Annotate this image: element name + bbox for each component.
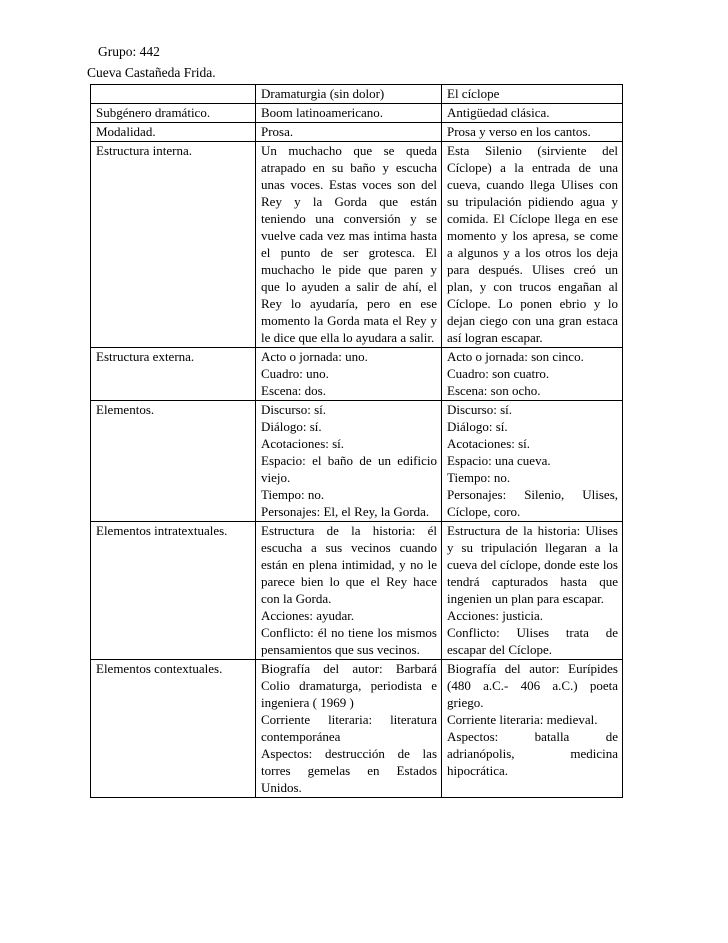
cell-line: Espacio: una cueva. — [447, 453, 551, 468]
cell-line: Esta Silenio (sirviente del Cíclope) a la entrada de una cueva, cuando llega Ulises con su tripulación pidiendo agua y comida. El Cíclope llega en ese momento y los apresa, se come a algunos y a los otros los deja para después. Ulises creó un plan, y con trucos engañan al Cíclope. Lo ponen ebrio y lo dejan ciego con una gran estaca así logran escapar. — [447, 143, 618, 345]
comparison-table — [90, 84, 623, 798]
row-label: Elementos. — [91, 401, 256, 522]
cell-line: Escena: son ocho. — [447, 383, 541, 398]
row-label: Subgénero dramático. — [91, 104, 256, 123]
table-row — [91, 401, 623, 522]
cell-line: Discurso: sí. — [447, 402, 512, 417]
row-label: Elementos contextuales. — [91, 660, 256, 798]
cell-line: Tiempo: no. — [261, 487, 325, 502]
cell-dramaturgia — [256, 401, 442, 522]
cell-line: Cuadro: son cuatro. — [447, 366, 550, 381]
cell-line: Personajes: Silenio, Ulises, Cíclope, coro. — [447, 487, 618, 519]
table-row — [91, 123, 623, 142]
cell-line: Discurso: sí. — [261, 402, 326, 417]
header-cell-empty — [91, 85, 256, 104]
cell-dramaturgia — [256, 104, 442, 123]
cell-line: Boom latinoamericano. — [261, 105, 384, 120]
table-row — [91, 660, 623, 798]
cell-dramaturgia — [256, 123, 442, 142]
cell-line: Estructura de la historia: Ulises y su tripulación llegaran a la cueva del cíclope, donde este los tendrá capturados hasta que ingenien un plan para escapar. — [447, 523, 618, 606]
cell-line: Estructura de la historia: él escucha a sus vecinos cuando están en plena intimidad, y no le parece bien lo que el Rey hace con la Gorda. — [261, 523, 437, 606]
cell-line: Tiempo: no. — [447, 470, 511, 485]
cell-line: Acto o jornada: son cinco. — [447, 349, 584, 364]
row-label: Elementos intratextuales. — [91, 522, 256, 660]
cell-line: Antigüedad clásica. — [447, 105, 550, 120]
cell-ciclope — [442, 660, 623, 798]
cell-line: Corriente literaria: literatura contemporánea — [261, 712, 437, 744]
cell-line: Conflicto: Ulises trata de escapar del Cíclope. — [447, 625, 618, 657]
cell-dramaturgia — [256, 660, 442, 798]
cell-line: Conflicto: él no tiene los mismos pensamientos que sus vecinos. — [261, 625, 437, 657]
header-cell-play2: El cíclope — [442, 85, 623, 104]
document-header — [87, 41, 216, 83]
cell-ciclope — [442, 348, 623, 401]
cell-line: Biografía del autor: Barbará Colio dramaturga, periodista e ingeniera ( 1969 ) — [261, 661, 437, 710]
cell-line: Aspectos: destrucción de las torres gemelas en Estados Unidos. — [261, 746, 437, 795]
cell-line: Cuadro: uno. — [261, 366, 329, 381]
cell-line: Acciones: ayudar. — [261, 608, 355, 623]
cell-line: Acotaciones: sí. — [261, 436, 345, 451]
cell-ciclope — [442, 104, 623, 123]
row-label: Estructura interna. — [91, 142, 256, 348]
header-cell-play1: Dramaturgia (sin dolor) — [256, 85, 442, 104]
cell-line: Acotaciones: sí. — [447, 436, 531, 451]
cell-dramaturgia — [256, 142, 442, 348]
cell-line: Corriente literaria: medieval. — [447, 712, 598, 727]
table-row — [91, 142, 623, 348]
cell-line: Diálogo: sí. — [447, 419, 508, 434]
cell-dramaturgia — [256, 348, 442, 401]
cell-ciclope — [442, 123, 623, 142]
cell-line: Prosa y verso en los cantos. — [447, 124, 591, 139]
cell-dramaturgia — [256, 522, 442, 660]
student-name: Cueva Castañeda Frida. — [87, 65, 216, 80]
cell-ciclope — [442, 142, 623, 348]
cell-line: Escena: dos. — [261, 383, 326, 398]
cell-line: Acciones: justicia. — [447, 608, 544, 623]
table-row — [91, 522, 623, 660]
table-row — [91, 348, 623, 401]
cell-ciclope — [442, 522, 623, 660]
cell-line: Acto o jornada: uno. — [261, 349, 368, 364]
cell-line: Espacio: el baño de un edificio viejo. — [261, 453, 437, 485]
row-label: Estructura externa. — [91, 348, 256, 401]
cell-line: Prosa. — [261, 124, 294, 139]
cell-line: Un muchacho que se queda atrapado en su baño y escucha unas voces. Estas voces son del Rey y la Gorda que están teniendo una conversión y se vuelve cada vez mas intima hasta el punto de ser grotesca. El muchacho le pide que paren y que lo ayuden a salir de ahí, el Rey lo ayudaría, pero en ese momento la Gorda mata el Rey y le dice que ella lo ayudara a salir. — [261, 143, 437, 345]
table-header-row — [91, 85, 623, 104]
cell-line: Biografía del autor: Eurípides (480 a.C.- 406 a.C.) poeta griego. — [447, 661, 618, 710]
cell-line: Aspectos: batalla de adrianópolis, medicina hipocrática. — [447, 729, 618, 778]
cell-line: Personajes: El, el Rey, la Gorda. — [261, 504, 430, 519]
cell-line: Diálogo: sí. — [261, 419, 322, 434]
cell-ciclope — [442, 401, 623, 522]
row-label: Modalidad. — [91, 123, 256, 142]
table-row — [91, 104, 623, 123]
group-number: Grupo: 442 — [98, 44, 160, 59]
